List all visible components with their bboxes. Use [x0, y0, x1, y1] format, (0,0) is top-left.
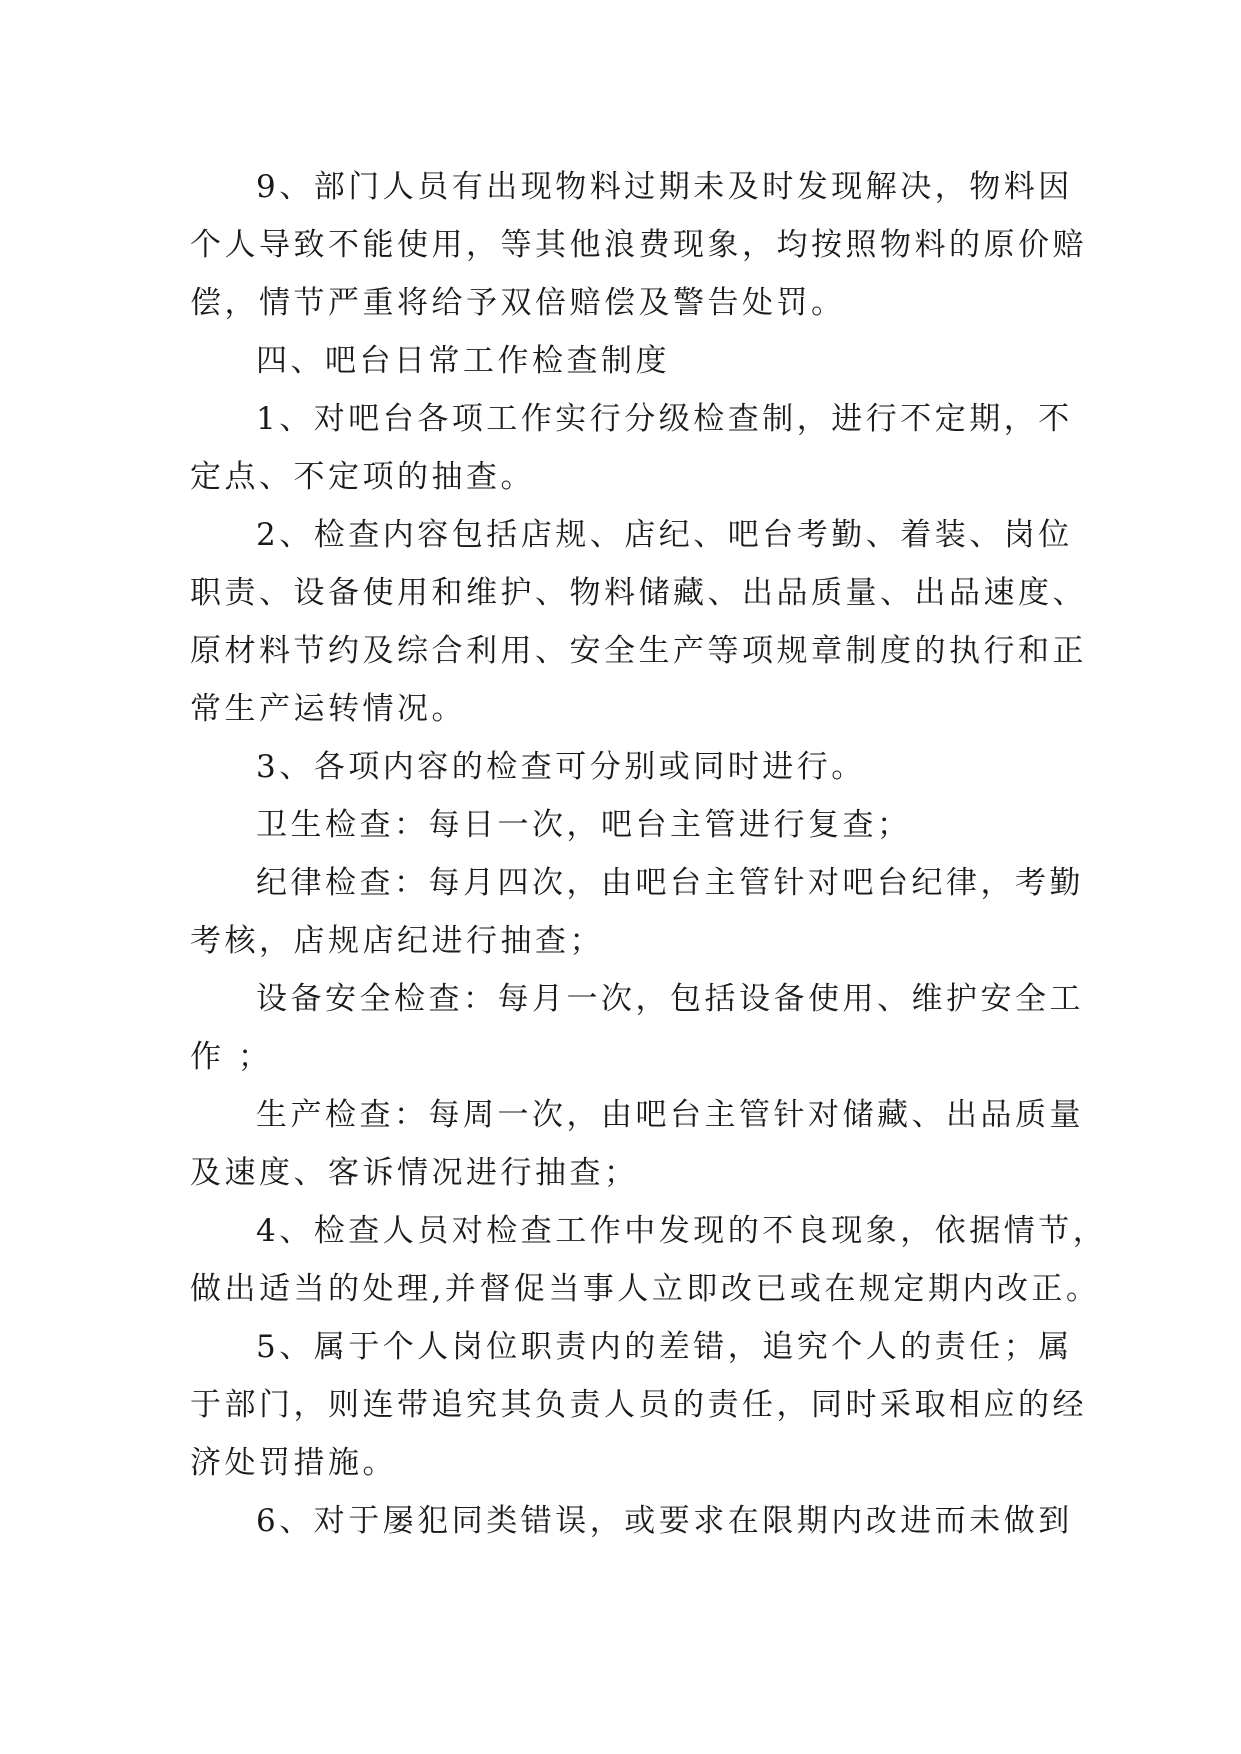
paragraph-line: 卫生检查：每日一次，吧台主管进行复查；: [256, 807, 912, 843]
paragraph-line: 设备安全检查：每月一次，包括设备使用、维护安全工: [256, 981, 1084, 1017]
paragraph-line: 6、对于屡犯同类错误，或要求在限期内改进而未做到: [256, 1503, 1073, 1539]
paragraph-line: 4、检查人员对检查工作中发现的不良现象，依据情节，: [256, 1213, 1108, 1249]
paragraph-line: 2、检查内容包括店规、店纪、吧台考勤、着装、岗位: [256, 517, 1073, 553]
paragraph-line: 个人导致不能使用，等其他浪费现象，均按照物料的原价赔: [190, 227, 1087, 263]
paragraph-line: 职责、设备使用和维护、物料储藏、出品质量、出品速度、: [190, 575, 1087, 611]
paragraph-line: 5、属于个人岗位职责内的差错，追究个人的责任；属: [256, 1329, 1073, 1365]
paragraph-line: 常生产运转情况。: [190, 691, 466, 727]
paragraph-line: 生产检查：每周一次，由吧台主管针对储藏、出品质量: [256, 1097, 1084, 1133]
document-body: [190, 158, 1108, 1550]
paragraph-line: 纪律检查：每月四次，由吧台主管针对吧台纪律，考勤: [256, 865, 1084, 901]
paragraph-line: 9、部门人员有出现物料过期未及时发现解决，物料因: [256, 169, 1073, 205]
paragraph-line: 偿，情节严重将给予双倍赔偿及警告处罚。: [190, 285, 846, 321]
paragraph-line: 1、对吧台各项工作实行分级检查制，进行不定期，不: [256, 401, 1073, 437]
section-heading: 四、吧台日常工作检查制度: [256, 343, 670, 379]
paragraph-line: 作 ；: [190, 1039, 273, 1075]
paragraph-line: 济处罚措施。: [190, 1445, 397, 1481]
paragraph-line: 3、各项内容的检查可分别或同时进行。: [256, 749, 866, 785]
paragraph-line: 原材料节约及综合利用、安全生产等项规章制度的执行和正: [190, 633, 1087, 669]
paragraph-line: 于部门，则连带追究其负责人员的责任，同时采取相应的经: [190, 1387, 1087, 1423]
paragraph-line: 及速度、客诉情况进行抽查；: [190, 1155, 639, 1191]
paragraph-line: 考核，店规店纪进行抽查；: [190, 923, 604, 959]
paragraph-line: 定点、不定项的抽查。: [190, 459, 535, 495]
paragraph-line: 做出适当的处理,并督促当事人立即改已或在规定期内改正。: [190, 1271, 1101, 1307]
